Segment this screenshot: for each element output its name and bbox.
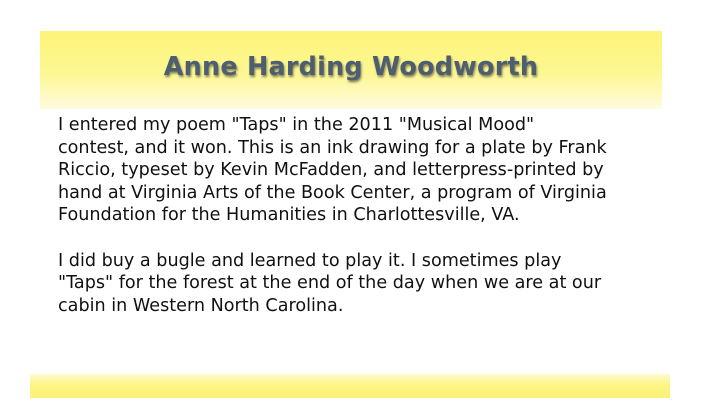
page-title: Anne Harding Woodworth — [163, 52, 539, 82]
paragraph-1: I entered my poem "Taps" in the 2011 "Musical Mood" contest, and it won. This is an ink drawing for a plate by Frank Riccio, typeset by Kevin McFadden, and letterpress-printed by hand at Virginia Arts of the Book Center, a program of Virginia Foundation for the Humanities in Charlottesville, VA. — [58, 115, 607, 226]
body-text — [58, 114, 678, 317]
bottom-band — [30, 374, 670, 398]
paragraph-2: I did buy a bugle and learned to play it. I sometimes play "Taps" for the forest at the end of the day when we are at our cabin in Western North Carolina. — [58, 250, 602, 316]
